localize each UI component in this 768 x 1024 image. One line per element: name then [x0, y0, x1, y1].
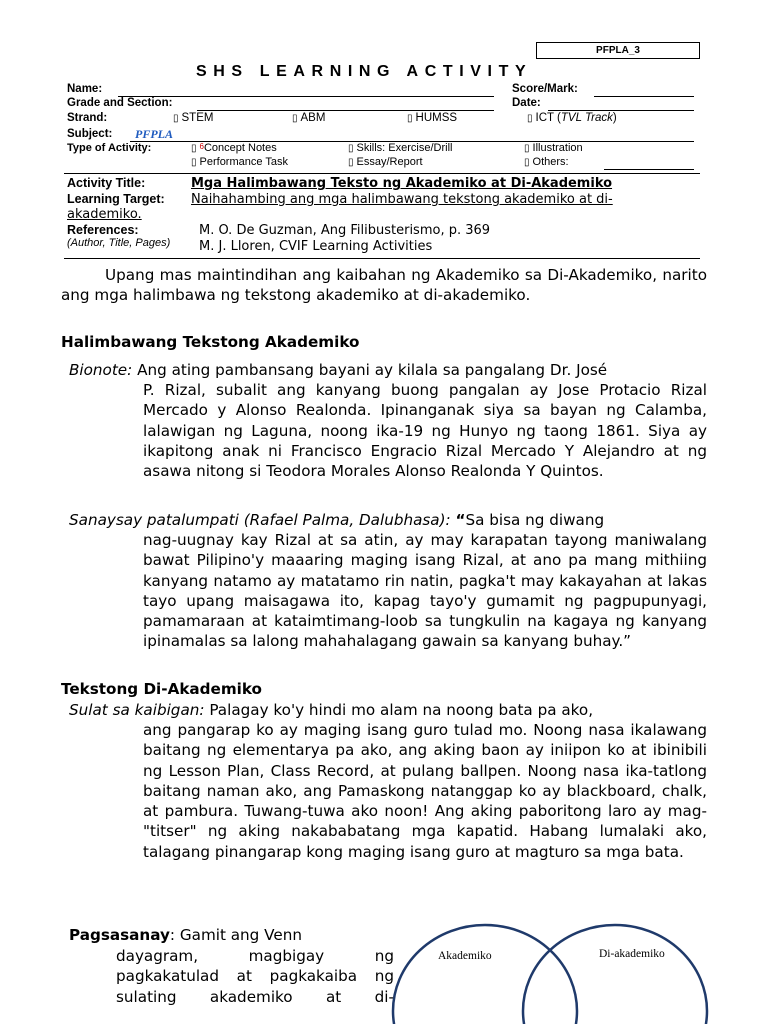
type-others[interactable]: ▯ Others:: [524, 156, 569, 168]
strand-label: Strand:: [67, 112, 108, 124]
type-illustration[interactable]: ▯ Illustration: [524, 142, 583, 154]
date-field[interactable]: [548, 110, 694, 111]
venn-label-akademiko: Akademiko: [438, 950, 492, 962]
header-divider: [64, 173, 700, 174]
sanaysay-first: Sa bisa ng diwang: [465, 511, 605, 529]
checkbox-icon: ▯: [524, 157, 530, 168]
venn-circle-akademiko[interactable]: [393, 925, 577, 1024]
sulat-first: Palagay ko'y hindi mo alam na noong bata pa ako,: [209, 701, 594, 719]
sulat-label: Sulat sa kaibigan:: [69, 701, 205, 719]
checkbox-icon: ▯: [524, 143, 530, 154]
activity-title: Mga Halimbawang Teksto ng Akademiko at Di-Akademiko: [191, 176, 613, 191]
grade-section-label: Grade and Section:: [67, 97, 173, 109]
checkbox-icon: ▯: [348, 157, 354, 168]
strand-option-humss[interactable]: ▯ HUMSS: [407, 112, 458, 124]
activity-type-label: Type of Activity:: [67, 142, 152, 154]
venn-diagram[interactable]: [380, 915, 720, 1024]
form-code-box: PFPLA_3: [536, 42, 700, 59]
pagsasanay-first: : Gamit ang Venn: [169, 926, 302, 944]
concept-mark: 6: [199, 142, 204, 151]
heading-di-akademiko: Tekstong Di-Akademiko: [61, 680, 262, 698]
name-field[interactable]: [118, 96, 494, 97]
grade-section-field[interactable]: [197, 110, 494, 111]
bionote-paragraph: P. Rizal, subalit ang kanyang buong pangalan ay Jose Protacio Rizal Mercado y Alonso Realonda. Ipinanganak siya sa bayan ng Calamba, lalawigan ng Laguna, noong ika-19 ng Hunyo ng taong 1861. Siya ay ikapitong anak ni Francisco Engracio Rizal Mercado Y Alejandro at ng asawa nitong si Teodora Morales Alonso Realonda Y Quintos.: [143, 381, 707, 481]
learning-target-line1: Naihahambing ang mga halimbawang tekstong akademiko at di-: [191, 192, 613, 207]
bionote-first: Ang ating pambansang bayani ay kilala sa pangalang Dr. José: [137, 361, 608, 379]
heading-akademiko: Halimbawang Tekstong Akademiko: [61, 333, 360, 351]
reference-1: M. O. De Guzman, Ang Filibusterismo, p. 369: [199, 223, 491, 238]
sulat-first-line: [69, 700, 707, 720]
reference-2: M. J. Lloren, CVIF Learning Activities: [199, 239, 433, 254]
checkbox-icon: ▯: [292, 113, 298, 124]
type-performance-task[interactable]: ▯ Performance Task: [191, 156, 288, 168]
venn-circle-di-akademiko[interactable]: [523, 925, 707, 1024]
learning-target-label: Learning Target:: [67, 192, 165, 206]
learning-target-line2: akademiko.: [67, 207, 142, 222]
type-skills[interactable]: ▯ Skills: Exercise/Drill: [348, 142, 453, 154]
page-title: SHS LEARNING ACTIVITY: [196, 63, 533, 80]
pagsasanay-label: Pagsasanay: [69, 926, 170, 944]
checkbox-icon: ▯: [191, 157, 197, 168]
checkbox-icon: ▯: [527, 113, 533, 124]
checkbox-icon: ▯: [173, 113, 179, 124]
score-label: Score/Mark:: [512, 83, 578, 95]
sanaysay-paragraph: nag-uugnay kay Rizal at sa atin, ay may karapatan tayong maniwalang bawat Pilipino'y maaaring maging isang Rizal, at ano pa mang mithiing kanyang natamo ay matatamo rin natin, pagka't may kakayahan at lakas tayo upang maisagawa ito, kapag tayo'y gumamit ng pagpupunyagi, pamamaraan at kataimtimang-loob sa tungkulin na kagaya ng kanyang ipinamalas sa lalong mahahalagang gawain sa kanyang buhay.”: [143, 531, 707, 651]
bionote-label: Bionote:: [69, 361, 133, 379]
pagsasanay-paragraph: dayagram, magbigay ng pagkakatulad at pagkakaiba ng sulating akademiko at di-: [116, 947, 394, 1006]
intro-paragraph: Upang mas maintindihan ang kaibahan ng Akademiko sa Di-Akademiko, narito ang mga halimbawa ng tekstong akademiko at di-akademiko.: [61, 266, 707, 305]
sanaysay-first-line: [69, 510, 707, 530]
sanaysay-quote: “: [455, 511, 466, 529]
type-concept-notes[interactable]: ▯ $^6$Concept Notes: [191, 142, 277, 154]
type-essay-report[interactable]: ▯ Essay/Report: [348, 156, 423, 168]
name-label: Name:: [67, 83, 103, 95]
subject-value: PFPLA: [135, 127, 173, 141]
meta-divider: [64, 258, 700, 259]
subject-label: Subject:: [67, 128, 113, 140]
strand-option-ict[interactable]: ▯ ICT (TVL Track): [527, 112, 617, 124]
pagsasanay-first-line: [69, 925, 394, 945]
checkbox-icon: ▯: [191, 143, 197, 154]
score-field[interactable]: [594, 96, 694, 97]
venn-label-di-akademiko: Di-akademiko: [599, 948, 665, 960]
others-field[interactable]: [604, 169, 694, 170]
references-sub: (Author, Title, Pages): [67, 237, 171, 249]
checkbox-icon: ▯: [348, 143, 354, 154]
checkbox-icon: ▯: [407, 113, 413, 124]
references-label: References:: [67, 223, 139, 237]
date-label: Date:: [512, 97, 541, 109]
sulat-paragraph: ang pangarap ko ay maging isang guro tulad mo. Noong nasa ikalawang baitang ng elementarya pa ako, ang aking baon ay iniipon ko at ibinibili ng Lesson Plan, Class Record, at pulang ballpen. Noong nasa ika-tatlong baitang naman ako, ang Pamaskong natanggap ko ay blackboard, chalk, at pambura. Tuwang-tuwa ako noon! Ang aking paboritong laro ay mag-"titser" ng aking nakababatang mga kapatid. Habang lumalaki ako, talagang pinangarap kong maging isang guro at magturo sa mga bata.: [143, 721, 707, 861]
strand-option-stem[interactable]: ▯ STEM: [173, 112, 214, 124]
bionote-first-line: [69, 360, 707, 380]
activity-title-label: Activity Title:: [67, 176, 146, 190]
strand-option-abm[interactable]: ▯ ABM: [292, 112, 326, 124]
sanaysay-label: Sanaysay patalumpati (Rafael Palma, Dalubhasa):: [69, 511, 451, 529]
